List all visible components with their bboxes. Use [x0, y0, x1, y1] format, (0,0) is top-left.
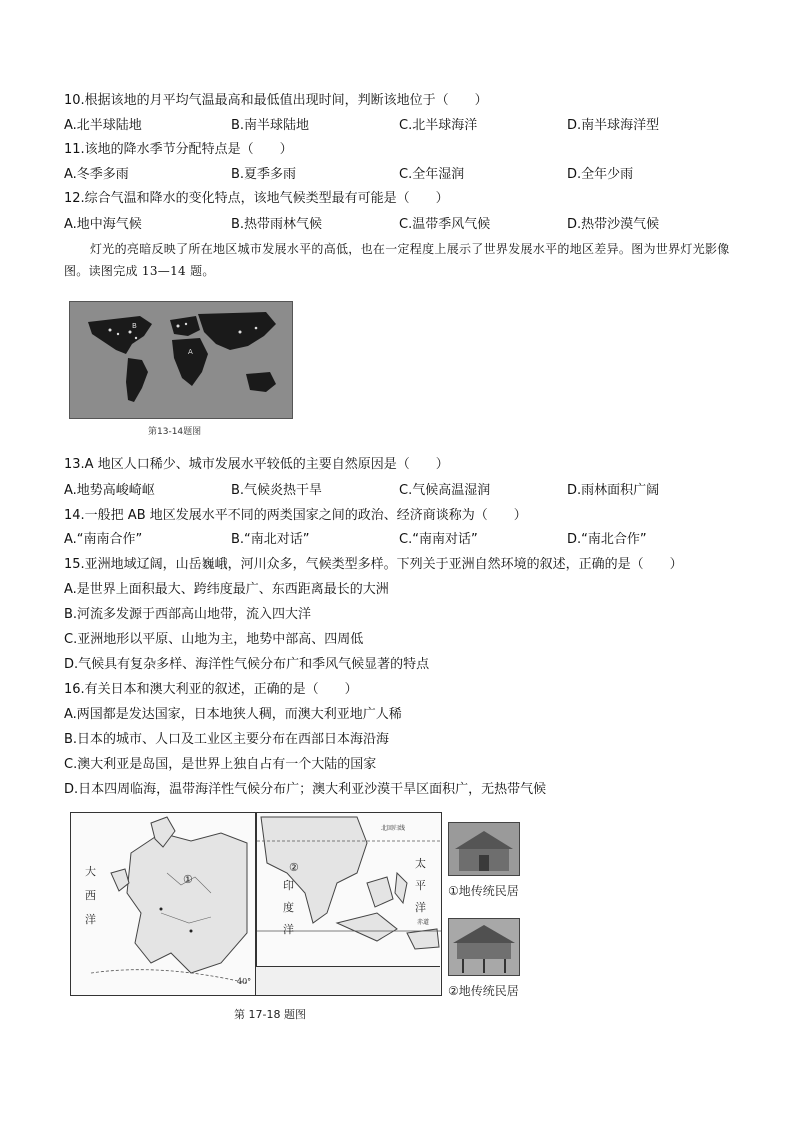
- atlantic-label-2: 西: [85, 889, 96, 902]
- world-lights-figure: [64, 296, 296, 444]
- tropic-label: 北回归线: [381, 825, 406, 832]
- q11-option-d: D.全年少雨: [567, 167, 634, 182]
- world-lights-map: [69, 301, 293, 419]
- q13-option-d: D.雨林面积广阔: [567, 483, 660, 498]
- q16-option-c: C.澳大利亚是岛国，是世界上独自占有一个大陆的国家: [64, 757, 377, 772]
- latitude-label: 40°: [237, 977, 252, 986]
- question-13-stem: 13.A 地区人口稀少、城市发展水平较低的主要自然原因是（ ）: [64, 457, 449, 472]
- marker-2: ②: [289, 861, 299, 874]
- q11-option-a: A.冬季多雨: [64, 167, 129, 182]
- q15-option-c: C.亚洲地形以平原、山地为主，地势中部高、四周低: [64, 632, 364, 647]
- atlantic-label-3: 洋: [85, 913, 96, 926]
- marker-1: ①: [183, 873, 193, 886]
- pacific-label-1: 太: [415, 857, 426, 870]
- q12-option-c: C.温带季风气候: [399, 217, 491, 232]
- q12-option-a: A.地中海气候: [64, 217, 142, 232]
- europe-map-panel: [70, 812, 256, 996]
- q14-option-c: C.“南南对话”: [399, 532, 478, 547]
- map-label-b: B: [132, 322, 137, 330]
- house-1-photo: [448, 822, 520, 876]
- figure-17-18: [64, 806, 574, 1028]
- q12-option-d: D.热带沙漠气候: [567, 217, 660, 232]
- house-1-label: ①地传统民居: [448, 884, 519, 898]
- q10-option-d: D.南半球海洋型: [567, 118, 660, 133]
- indian-label-3: 洋: [283, 923, 294, 936]
- map-legend: [256, 966, 440, 995]
- q10-option-b: B.南半球陆地: [231, 118, 310, 133]
- q15-option-a: A.是世界上面积最大、跨纬度最广、东西距离最长的大洲: [64, 582, 389, 597]
- q16-option-b: B.日本的城市、人口及工业区主要分布在西部日本海沿海: [64, 732, 390, 747]
- q16-option-a: A.两国都是发达国家，日本地狭人稠，而澳大利亚地广人稀: [64, 707, 402, 722]
- q10-option-c: C.北半球海洋: [399, 118, 478, 133]
- q15-option-b: B.河流多发源于西部高山地带，流入四大洋: [64, 607, 312, 622]
- q14-option-a: A.“南南合作”: [64, 532, 143, 547]
- q14-option-d: D.“南北合作”: [567, 532, 647, 547]
- q14-option-b: B.“南北对话”: [231, 532, 310, 547]
- pacific-label-3: 洋: [415, 901, 426, 914]
- figure-17-18-caption: 第 17-18 题图: [234, 1008, 306, 1021]
- intro-paragraph: 灯光的亮暗反映了所在地区城市发展水平的高低，也在一定程度上展示了世界发展水平的地区差异。图为世界灯光影像图。读图完成 13—14 题。: [64, 242, 730, 278]
- question-11-stem: 11.该地的降水季节分配特点是（ ）: [64, 142, 293, 157]
- equator-label: 赤道: [417, 919, 430, 926]
- question-15-stem: 15.亚洲地域辽阔，山岳巍峨，河川众多，气候类型多样。下列关于亚洲自然环境的叙述，正确的是（ ）: [64, 557, 683, 572]
- map-label-a: A: [188, 348, 193, 356]
- figure-13-14-caption: 第13-14题图: [148, 427, 202, 437]
- question-16-stem: 16.有关日本和澳大利亚的叙述，正确的是（ ）: [64, 682, 358, 697]
- question-10-stem: 10.根据该地的月平均气温最高和最低值出现时间，判断该地位于（ ）: [64, 93, 488, 108]
- question-12-stem: 12.综合气温和降水的变化特点，该地气候类型最有可能是（ ）: [64, 191, 449, 206]
- q13-option-a: A.地势高峻崎岖: [64, 483, 155, 498]
- indian-label-1: 印: [283, 879, 294, 892]
- q13-option-b: B.气候炎热干旱: [231, 483, 323, 498]
- q13-option-c: C.气候高温湿润: [399, 483, 491, 498]
- q11-option-b: B.夏季多雨: [231, 167, 297, 182]
- atlantic-label-1: 大: [85, 865, 96, 878]
- q11-option-c: C.全年湿润: [399, 167, 465, 182]
- house-2-photo: [448, 918, 520, 976]
- q12-option-b: B.热带雨林气候: [231, 217, 323, 232]
- q15-option-d: D.气候具有复杂多样、海洋性气候分布广和季风气候显著的特点: [64, 657, 430, 672]
- question-14-stem: 14.一般把 AB 地区发展水平不同的两类国家之间的政治、经济商谈称为（ ）: [64, 508, 527, 523]
- pacific-label-2: 平: [415, 879, 426, 892]
- q10-option-a: A.北半球陆地: [64, 118, 142, 133]
- indian-label-2: 度: [283, 901, 294, 914]
- house-2-label: ②地传统民居: [448, 984, 519, 998]
- q16-option-d: D.日本四周临海，温带海洋性气候分布广；澳大利亚沙漠干旱区面积广，无热带气候: [64, 782, 547, 797]
